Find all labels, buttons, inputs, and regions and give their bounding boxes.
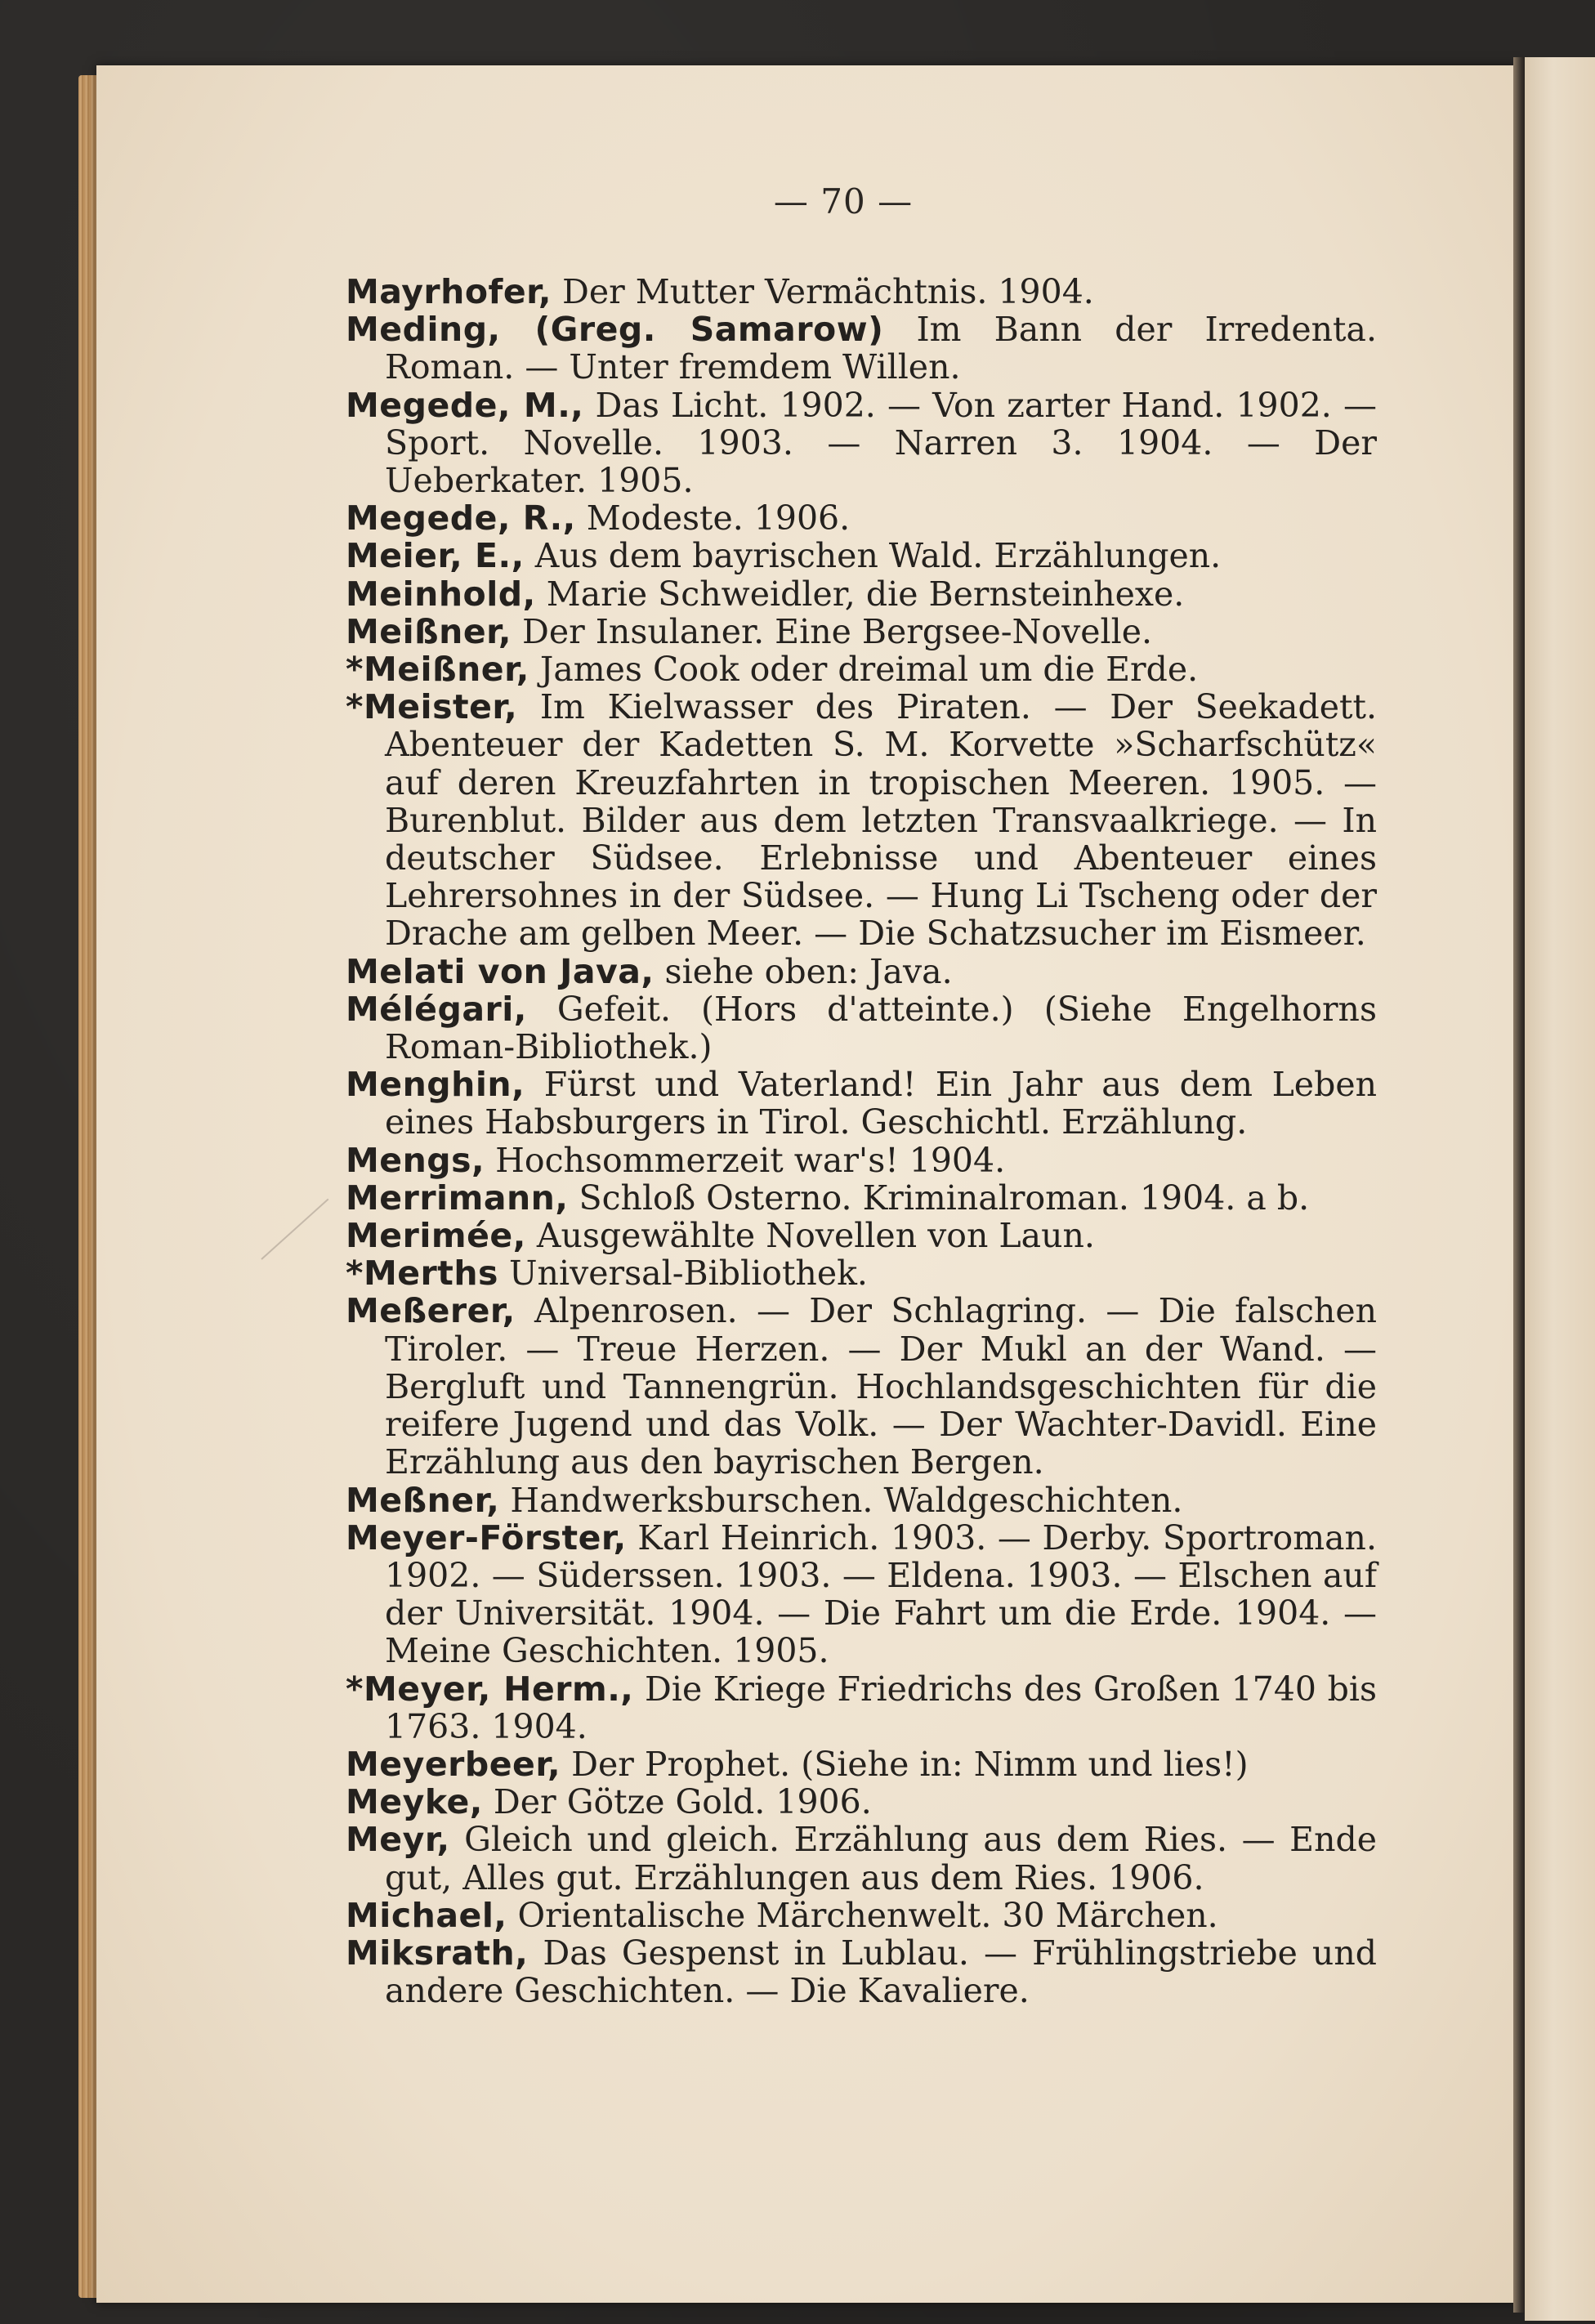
facing-page-edge xyxy=(1525,57,1595,2321)
entry-titles: Modeste. 1906. xyxy=(575,498,851,539)
entry-author: Meyr, xyxy=(346,1820,450,1860)
list-item xyxy=(346,537,1377,574)
entry-titles: Das Gespenst in Lublau. — Frühlingstriebe und andere Geschichten. — Die Kavaliere. xyxy=(385,1933,1377,2011)
entry-titles: Die Kriege Friedrichs des Großen 1740 bis 1763. 1904. xyxy=(385,1669,1377,1746)
entry-titles: Universal-Bibliothek. xyxy=(498,1254,868,1294)
entry-titles: Fürst und Vaterland! Ein Jahr aus dem Leben eines Habsburgers in Tirol. Geschichtl. Erzählung. xyxy=(385,1065,1377,1142)
list-item xyxy=(346,1066,1377,1141)
list-item xyxy=(346,1482,1377,1519)
entry-titles: Marie Schweidler, die Bernsteinhexe. xyxy=(535,574,1185,614)
list-item xyxy=(346,1897,1377,1934)
entry-author: Meißner, xyxy=(346,611,512,651)
entry-titles: Der Insulaner. Eine Bergsee-Novelle. xyxy=(511,611,1153,651)
entry-author: *Meißner, xyxy=(346,650,529,690)
list-item xyxy=(346,650,1377,688)
list-item xyxy=(346,1179,1377,1217)
entry-author: Melati von Java, xyxy=(346,951,655,991)
entry-author: Megede, R., xyxy=(346,498,576,539)
entry-titles: Orientalische Märchenwelt. 30 Märchen. xyxy=(507,1895,1218,1935)
entry-author: Michael, xyxy=(346,1895,507,1935)
list-item xyxy=(346,688,1377,952)
list-item xyxy=(346,311,1377,386)
list-item xyxy=(346,273,1377,311)
bibliography-list xyxy=(346,273,1377,2009)
entry-author: Mengs, xyxy=(346,1140,485,1180)
entry-titles: siehe oben: Java. xyxy=(654,951,953,991)
list-item xyxy=(346,1934,1377,2009)
entry-titles: Gefeit. (Hors d'atteinte.) (Siehe Engelhorns Roman-Bibliothek.) xyxy=(385,989,1377,1067)
list-item xyxy=(346,1142,1377,1179)
list-item xyxy=(346,953,1377,990)
list-item xyxy=(346,1745,1377,1783)
list-item xyxy=(346,575,1377,613)
entry-author: *Meister, xyxy=(346,687,518,727)
entry-titles: Im Kielwasser des Piraten. — Der Seekadett. Abenteuer der Kadetten S. M. Korvette »Scharfschütz« auf deren Kreuzfahrten in tropischen Meeren. 1905. — Burenblut. Bilder aus dem letzten Transvaalkriege. — In deutscher Südsee. Erlebnisse und Abenteuer eines Lehrersohnes in der Südsee. — Hung Li Tscheng oder der Drache am gelben Meer. — Die Schatzsucher im Eismeer. xyxy=(385,687,1377,954)
entry-titles: Alpenrosen. — Der Schlagring. — Die falschen Tiroler. — Treue Herzen. — Der Mukl an der Wand. — Bergluft und Tannengrün. Hochlandsgeschichten für die reifere Jugend und das Volk. — Der Wachter-Davidl. Eine Erzählung aus den bayrischen Bergen. xyxy=(385,1291,1377,1482)
list-item xyxy=(346,990,1377,1066)
list-item xyxy=(346,1217,1377,1254)
entry-titles: Gleich und gleich. Erzählung aus dem Ries. — Ende gut, Alles gut. Erzählungen aus dem Ries. 1906. xyxy=(385,1820,1377,1897)
entry-author: Meyke, xyxy=(346,1782,483,1822)
page-header xyxy=(0,181,1595,221)
list-item xyxy=(346,1670,1377,1745)
entry-titles: Karl Heinrich. 1903. — Derby. Sportroman. 1902. — Süderssen. 1903. — Eldena. 1903. — Elschen auf der Universität. 1904. — Die Fahrt um die Erde. 1904. — Meine Geschichten. 1905. xyxy=(385,1517,1377,1671)
entry-author: Mélégari, xyxy=(346,989,527,1029)
list-item xyxy=(346,387,1377,500)
list-item xyxy=(346,499,1377,537)
entry-author: *Meyer, Herm., xyxy=(346,1669,634,1709)
entry-titles: Aus dem bayrischen Wald. Erzählungen. xyxy=(524,536,1222,576)
entry-titles: Schloß Osterno. Kriminalroman. 1904. a b. xyxy=(568,1178,1310,1218)
entry-titles: Ausgewählte Novellen von Laun. xyxy=(525,1216,1095,1256)
entry-titles: James Cook oder dreimal um die Erde. xyxy=(529,650,1199,690)
entry-author: Meier, E., xyxy=(346,536,525,576)
entry-author: Meßner, xyxy=(346,1480,500,1520)
entry-titles: Das Licht. 1902. — Von zarter Hand. 1902. — Sport. Novelle. 1903. — Narren 3. 1904. — Der Ueberkater. 1905. xyxy=(385,385,1377,501)
entry-author: Megede, M., xyxy=(346,385,584,425)
entry-titles: Der Prophet. (Siehe in: Nimm und lies!) xyxy=(561,1744,1249,1784)
list-item xyxy=(346,1292,1377,1481)
entry-author: Miksrath, xyxy=(346,1933,529,1973)
entry-author: Meyerbeer, xyxy=(346,1744,561,1784)
entry-author: Meßerer, xyxy=(346,1291,516,1331)
entry-titles: Der Götze Gold. 1906. xyxy=(482,1782,872,1822)
entry-author: Mayrhofer, xyxy=(346,272,552,311)
list-item xyxy=(346,1519,1377,1670)
entry-author: Menghin, xyxy=(346,1065,525,1105)
entry-author: *Merths xyxy=(346,1254,498,1294)
entry-author: Meyer-Förster, xyxy=(346,1517,627,1558)
entry-titles: Hochsommerzeit war's! 1904. xyxy=(485,1140,1006,1180)
entry-author: Meinhold, xyxy=(346,574,536,614)
entry-titles: Handwerksburschen. Waldgeschichten. xyxy=(499,1480,1183,1520)
list-item xyxy=(346,1254,1377,1292)
entry-author: Meding, (Greg. Samarow) xyxy=(346,310,884,350)
entry-author: Merrimann, xyxy=(346,1178,569,1218)
list-item xyxy=(346,1783,1377,1821)
entry-titles: Der Mutter Vermächtnis. 1904. xyxy=(551,272,1094,311)
list-item xyxy=(346,613,1377,650)
page-number: — 70 — xyxy=(773,181,914,221)
entry-author: Merimée, xyxy=(346,1216,526,1256)
entry-titles: Im Bann der Irredenta. Roman. — Unter fremdem Willen. xyxy=(385,310,1377,387)
list-item xyxy=(346,1821,1377,1896)
